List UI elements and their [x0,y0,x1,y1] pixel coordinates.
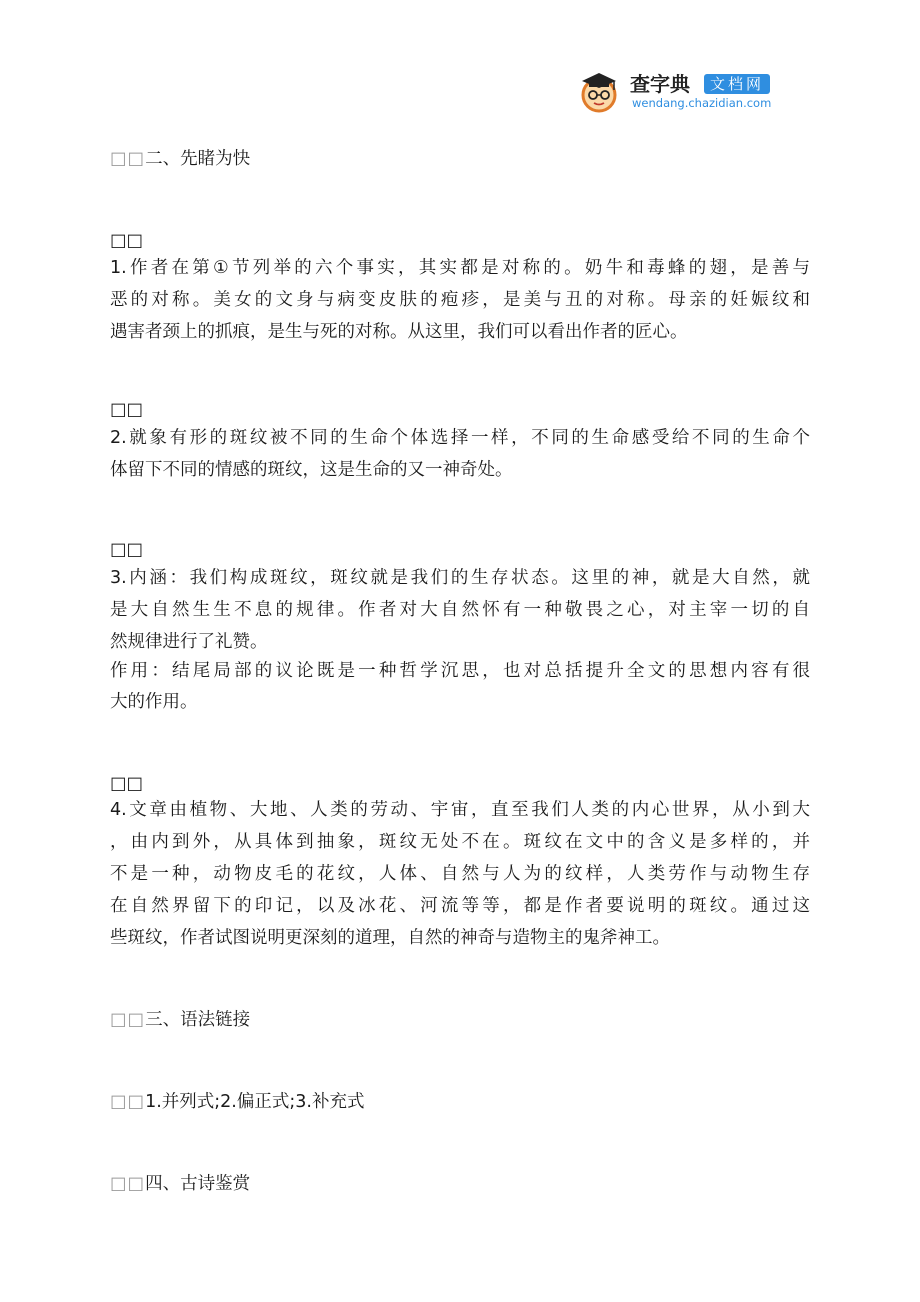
answer-1-line-1: 1.作者在第①节列举的六个事实，其实都是对称的。奶牛和毒蜂的翅，是善与 [110,258,810,278]
placeholder-mark: □□ [110,774,144,794]
logo-tag: 文档网 [704,74,770,94]
answer-3-line-3: 然规律进行了礼赞。 [110,632,268,652]
placeholder-mark: □□ [110,540,144,560]
section-heading-4 [110,1172,250,1196]
section-heading-2 [110,147,250,171]
answer-4-line-1: 4.文章由植物、大地、人类的劳动、宇宙，直至我们人类的内心世界，从小到大 [110,800,810,820]
placeholder-mark: □□ [110,231,144,251]
answer-1-line-3: 遇害者颈上的抓痕，是生与死的对称。从这里，我们可以看出作者的匠心。 [110,322,688,342]
answer-2-line-1: 2.就象有形的斑纹被不同的生命个体选择一样，不同的生命感受给不同的生命个 [110,428,810,448]
placeholder-mark: □□ [110,400,144,420]
placeholder-mark: □□ [110,149,146,169]
placeholder-mark: □□ [110,1010,146,1030]
answer-3-line-4: 作用：结尾局部的议论既是一种哲学沉思，也对总括提升全文的思想内容有很 [110,661,810,681]
answer-3-line-2: 是大自然生生不息的规律。作者对大自然怀有一种敬畏之心，对主宰一切的自 [110,600,810,620]
placeholder-mark: □□ [110,1174,146,1194]
mascot-icon [576,68,622,114]
placeholder-mark: □□ [110,1092,146,1112]
answer-3-line-1: 3.内涵：我们构成斑纹，斑纹就是我们的生存状态。这里的神，就是大自然，就 [110,568,810,588]
logo-brand: 查字典 [630,72,690,96]
section-title: 三、语法链接 [145,1010,251,1030]
section-title: 二、先睹为快 [145,149,251,169]
answer-2-line-2: 体留下不同的情感的斑纹，这是生命的又一神奇处。 [110,460,513,480]
answer-4-line-4: 在自然界留下的印记，以及冰花、河流等等，都是作者要说明的斑纹。通过这 [110,896,810,916]
answer-4-line-3: 不是一种，动物皮毛的花纹，人体、自然与人为的纹样，人类劳作与动物生存 [110,864,810,884]
answer-1-line-2: 恶的对称。美女的文身与病变皮肤的疱疹，是美与丑的对称。母亲的妊娠纹和 [110,290,810,310]
logo-url: wendang.chazidian.com [632,96,772,110]
answer-4-line-5: 些斑纹，作者试图说明更深刻的道理，自然的神奇与造物主的鬼斧神工。 [110,928,670,948]
grammar-answer: 1.并列式;2.偏正式;3.补充式 [145,1092,365,1112]
section-title: 四、古诗鉴赏 [145,1174,251,1194]
section-3-answer [110,1090,364,1114]
site-logo[interactable] [576,68,806,114]
section-heading-3 [110,1008,250,1032]
answer-4-line-2: ，由内到外，从具体到抽象，斑纹无处不在。斑纹在文中的含义是多样的，并 [110,832,810,852]
answer-3-line-5: 大的作用。 [110,692,198,712]
